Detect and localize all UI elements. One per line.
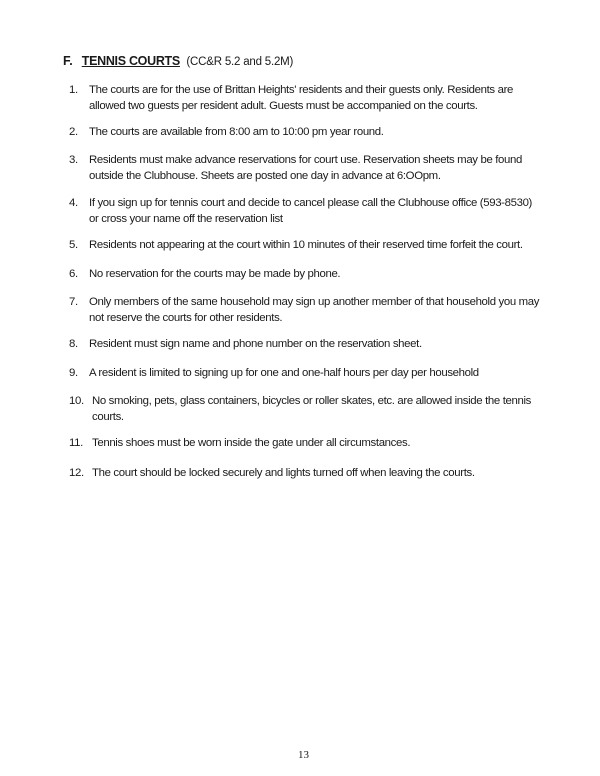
rule-number: 5.: [69, 239, 78, 251]
rule-number: 4.: [69, 197, 78, 209]
rule-item: [69, 195, 544, 227]
section-letter: F.: [63, 54, 73, 68]
rule-text: The court should be locked securely and lights turned off when leaving the courts.: [92, 467, 475, 479]
rule-text: Tennis shoes must be worn inside the gate under all circumstances.: [92, 437, 411, 449]
rule-number: 2.: [69, 126, 78, 138]
section-heading: [63, 54, 293, 68]
rule-number: 9.: [69, 367, 78, 379]
rule-number: 6.: [69, 268, 78, 280]
rule-text: Resident must sign name and phone number on the reservation sheet.: [89, 338, 422, 350]
rule-item: [69, 294, 544, 326]
rule-text: If you sign up for tennis court and decide to cancel please call the Clubhouse office (593-8530) or cross your name off the reservation list: [89, 197, 532, 225]
rule-text: No smoking, pets, glass containers, bicycles or roller skates, etc. are allowed inside the tennis courts.: [92, 395, 531, 423]
rule-item: [69, 124, 544, 140]
page-number: 13: [298, 749, 309, 761]
section-title: TENNIS COURTS: [81, 54, 180, 68]
rule-item: [69, 237, 544, 253]
rule-text: Residents must make advance reservations for court use. Reservation sheets may be found outside the Clubhouse. Sheets are posted one day in advance at 6:OOpm.: [89, 154, 523, 182]
rule-number: 10.: [69, 395, 84, 407]
rule-item: [69, 465, 544, 481]
rule-text: The courts are for the use of Brittan Heights' residents and their guests only. Residents are allowed two guests per resident adult. Guests must be accompanied on the courts.: [89, 84, 514, 112]
rule-number: 1.: [69, 84, 78, 96]
rule-item: [69, 152, 544, 184]
rule-text: No reservation for the courts may be made by phone.: [89, 268, 341, 280]
rule-text: The courts are available from 8:00 am to 10:00 pm year round.: [89, 126, 384, 138]
rule-number: 3.: [69, 154, 78, 166]
rule-text: Only members of the same household may sign up another member of that household you may not reserve the courts for other residents.: [89, 296, 540, 324]
rule-number: 7.: [69, 296, 78, 308]
rule-item: [69, 435, 544, 451]
rule-item: [69, 365, 544, 381]
rule-item: [69, 82, 544, 114]
rule-text: Residents not appearing at the court within 10 minutes of their reserved time forfeit the court.: [89, 239, 523, 251]
rule-item: [69, 393, 544, 425]
rule-text: A resident is limited to signing up for one and one-half hours per day per household: [89, 367, 479, 379]
rule-item: [69, 336, 544, 352]
section-reference: (CC&R 5.2 and 5.2M): [186, 56, 294, 68]
rule-number: 12.: [69, 467, 84, 479]
rule-number: 11.: [69, 437, 83, 449]
rule-number: 8.: [69, 338, 78, 350]
rule-item: [69, 266, 544, 282]
